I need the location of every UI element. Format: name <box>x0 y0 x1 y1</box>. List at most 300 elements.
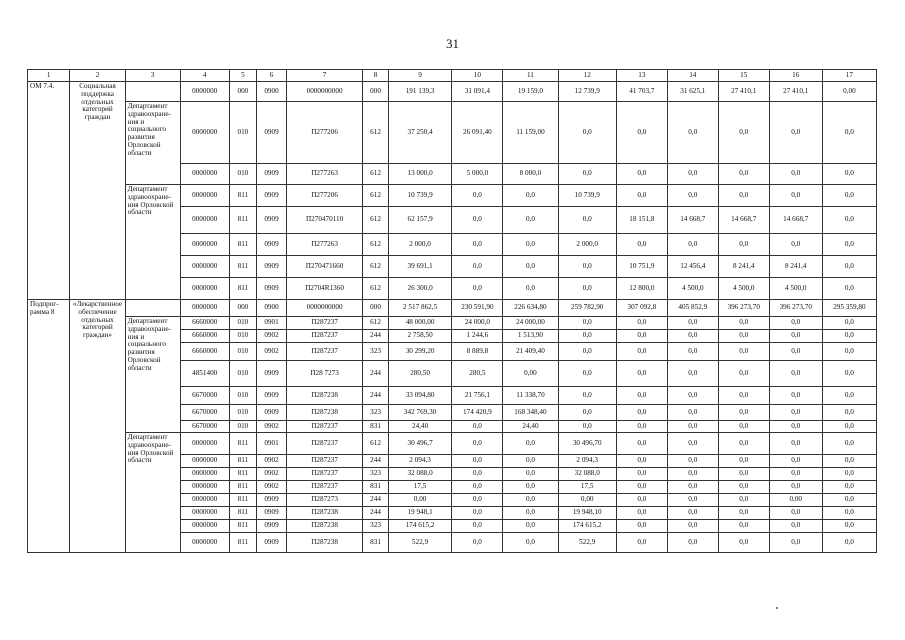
data-cell-col-8: 323 <box>363 405 388 421</box>
data-cell-col-11: 0,0 <box>503 494 558 507</box>
data-cell-col-13: 0,0 <box>616 455 667 468</box>
data-cell-col-12: 0,0 <box>558 317 616 330</box>
data-cell-col-7: П2704R1360 <box>286 278 362 300</box>
data-cell-col-15: 0,0 <box>718 520 769 533</box>
data-cell-col-7: 0000000000 <box>286 82 362 102</box>
data-cell-col-7: П287238 <box>286 520 362 533</box>
data-cell-col-14: 0,0 <box>667 468 718 481</box>
data-cell-col-4: 0000000 <box>180 507 229 520</box>
data-cell-col-6: 0909 <box>257 361 287 387</box>
data-cell-col-8: 612 <box>363 102 388 164</box>
data-cell-col-13: 0,0 <box>616 405 667 421</box>
data-cell-col-4: 4851400 <box>180 361 229 387</box>
data-cell-col-16: 0,0 <box>769 405 822 421</box>
data-cell-col-14: 405 852,9 <box>667 300 718 317</box>
data-cell-col-16: 0,0 <box>769 343 822 361</box>
data-cell-col-4: 0000000 <box>180 300 229 317</box>
data-cell-col-13: 0,0 <box>616 185 667 207</box>
program-code-cell <box>28 82 70 300</box>
data-cell-col-8: 612 <box>363 256 388 278</box>
data-cell-col-17: 0,0 <box>822 361 876 387</box>
data-cell-col-16: 0,0 <box>769 433 822 455</box>
data-cell-col-11: 0,0 <box>503 185 558 207</box>
table-row <box>28 433 877 455</box>
data-cell-col-9: 39 691,1 <box>388 256 452 278</box>
data-cell-col-6: 0902 <box>257 481 287 494</box>
data-cell-col-7: П277263 <box>286 164 362 185</box>
executor-cell-line: здравоохране- <box>127 109 171 118</box>
data-cell-col-13: 0,0 <box>616 343 667 361</box>
program-name-cell-line: обеспечение <box>78 307 117 316</box>
data-cell-col-5: 811 <box>229 207 257 234</box>
data-cell-col-6: 0909 <box>257 234 287 256</box>
data-cell-col-10: 0,0 <box>452 507 503 520</box>
data-cell-col-4: 0000000 <box>180 256 229 278</box>
data-cell-col-6: 0909 <box>257 102 287 164</box>
executor-cell-line: социального <box>127 340 167 349</box>
data-cell-col-8: 612 <box>363 433 388 455</box>
data-cell-col-12: 12 739,9 <box>558 82 616 102</box>
data-cell-col-17: 0,0 <box>822 185 876 207</box>
data-cell-col-13: 0,0 <box>616 317 667 330</box>
program-name-cell-line: категорий <box>82 105 113 114</box>
data-cell-col-13: 0,0 <box>616 507 667 520</box>
data-cell-col-8: 612 <box>363 207 388 234</box>
data-cell-col-4: 6660000 <box>180 343 229 361</box>
data-cell-col-16: 0,0 <box>769 387 822 405</box>
data-cell-col-5: 010 <box>229 164 257 185</box>
data-cell-col-12: 17,5 <box>558 481 616 494</box>
data-cell-col-16: 0,0 <box>769 533 822 553</box>
data-cell-col-14: 0,0 <box>667 405 718 421</box>
data-cell-col-15: 0,0 <box>718 507 769 520</box>
data-cell-col-13: 12 800,0 <box>616 278 667 300</box>
executor-cell-line: здравоохране- <box>127 192 171 201</box>
data-cell-col-9: 13 000,0 <box>388 164 452 185</box>
data-cell-col-13: 18 151,8 <box>616 207 667 234</box>
executor-cell <box>125 317 180 433</box>
data-cell-col-7: П28 7273 <box>286 361 362 387</box>
column-header-11: 11 <box>503 70 558 82</box>
data-cell-col-15: 0,0 <box>718 361 769 387</box>
data-cell-col-15: 0,0 <box>718 405 769 421</box>
budget-table <box>27 69 877 553</box>
data-cell-col-15: 8 241,4 <box>718 256 769 278</box>
data-cell-col-13: 0,0 <box>616 494 667 507</box>
executor-cell-line: Департамент <box>127 102 168 110</box>
program-name-cell-line: Социальная <box>79 82 116 90</box>
executor-cell-line: развития <box>127 133 155 142</box>
data-cell-col-10: 21 756,1 <box>452 387 503 405</box>
header-row <box>28 70 877 82</box>
data-cell-col-4: 0000000 <box>180 164 229 185</box>
data-cell-col-15: 0,0 <box>718 185 769 207</box>
data-cell-col-17: 295 359,80 <box>822 300 876 317</box>
data-cell-col-10: 0,0 <box>452 185 503 207</box>
data-cell-col-7: П277263 <box>286 234 362 256</box>
column-header-1: 1 <box>28 70 70 82</box>
data-cell-col-9: 30 496,7 <box>388 433 452 455</box>
data-cell-col-4: 0000000 <box>180 520 229 533</box>
data-cell-col-11: 0,0 <box>503 234 558 256</box>
data-cell-col-6: 0902 <box>257 343 287 361</box>
data-cell-col-11: 0,0 <box>503 256 558 278</box>
data-cell-col-15: 4 500,0 <box>718 278 769 300</box>
column-header-14: 14 <box>667 70 718 82</box>
data-cell-col-12: 0,0 <box>558 421 616 433</box>
data-cell-col-7: П287237 <box>286 481 362 494</box>
data-cell-col-5: 010 <box>229 343 257 361</box>
data-cell-col-6: 0909 <box>257 185 287 207</box>
data-cell-col-4: 0000000 <box>180 185 229 207</box>
data-cell-col-11: 168 348,40 <box>503 405 558 421</box>
data-cell-col-10: 0,0 <box>452 494 503 507</box>
data-cell-col-8: 831 <box>363 421 388 433</box>
data-cell-col-15: 14 668,7 <box>718 207 769 234</box>
data-cell-col-17: 0,0 <box>822 520 876 533</box>
data-cell-col-4: 0000000 <box>180 278 229 300</box>
data-cell-col-11: 0,0 <box>503 468 558 481</box>
data-cell-col-16: 0,0 <box>769 468 822 481</box>
data-cell-col-11: 0,0 <box>503 481 558 494</box>
data-cell-col-12: 32 088,0 <box>558 468 616 481</box>
data-cell-col-4: 0000000 <box>180 102 229 164</box>
data-cell-col-10: 0,0 <box>452 421 503 433</box>
column-header-10: 10 <box>452 70 503 82</box>
data-cell-col-12: 522,9 <box>558 533 616 553</box>
data-cell-col-5: 811 <box>229 520 257 533</box>
data-cell-col-9: 62 157,9 <box>388 207 452 234</box>
data-cell-col-14: 0,0 <box>667 185 718 207</box>
data-cell-col-15: 0,0 <box>718 164 769 185</box>
data-cell-col-16: 0,0 <box>769 481 822 494</box>
data-cell-col-6: 0909 <box>257 494 287 507</box>
data-cell-col-6: 0909 <box>257 278 287 300</box>
column-header-16: 16 <box>769 70 822 82</box>
data-cell-col-12: 0,0 <box>558 330 616 343</box>
data-cell-col-10: 0,0 <box>452 481 503 494</box>
data-cell-col-11: 11 338,70 <box>503 387 558 405</box>
program-name-cell-line: поддержка <box>81 89 114 98</box>
data-cell-col-12: 0,0 <box>558 361 616 387</box>
executor-cell-line: Департамент <box>127 317 168 325</box>
data-cell-col-17: 0,0 <box>822 533 876 553</box>
data-cell-col-13: 0,0 <box>616 468 667 481</box>
data-cell-col-4: 0000000 <box>180 82 229 102</box>
data-cell-col-11: 0,0 <box>503 207 558 234</box>
executor-cell-line: ния Орловской <box>127 200 174 209</box>
executor-cell-line: ния Орловской <box>127 448 174 457</box>
data-cell-col-7: П287237 <box>286 421 362 433</box>
data-cell-col-8: 323 <box>363 468 388 481</box>
data-cell-col-5: 811 <box>229 468 257 481</box>
data-cell-col-9: 342 769,30 <box>388 405 452 421</box>
data-cell-col-9: 10 739,9 <box>388 185 452 207</box>
data-cell-col-6: 0902 <box>257 330 287 343</box>
data-cell-col-10: 5 000,0 <box>452 164 503 185</box>
data-cell-col-13: 0,0 <box>616 533 667 553</box>
table-row <box>28 82 877 102</box>
program-name-cell <box>70 82 125 300</box>
data-cell-col-11: 0,0 <box>503 507 558 520</box>
data-cell-col-11: 0,0 <box>503 433 558 455</box>
data-cell-col-8: 831 <box>363 481 388 494</box>
data-cell-col-11: 0,0 <box>503 533 558 553</box>
data-cell-col-15: 0,0 <box>718 481 769 494</box>
data-cell-col-10: 230 591,90 <box>452 300 503 317</box>
data-cell-col-13: 0,0 <box>616 330 667 343</box>
executor-cell <box>125 300 180 317</box>
data-cell-col-10: 0,0 <box>452 256 503 278</box>
table-row <box>28 300 877 317</box>
data-cell-col-10: 24 000,0 <box>452 317 503 330</box>
data-cell-col-12: 19 948,10 <box>558 507 616 520</box>
data-cell-col-9: 32 088,0 <box>388 468 452 481</box>
data-cell-col-8: 323 <box>363 343 388 361</box>
data-cell-col-15: 0,0 <box>718 494 769 507</box>
data-cell-col-7: П287237 <box>286 433 362 455</box>
data-cell-col-12: 0,0 <box>558 207 616 234</box>
data-cell-col-16: 0,0 <box>769 317 822 330</box>
data-cell-col-8: 000 <box>363 300 388 317</box>
data-cell-col-7: 0000000000 <box>286 300 362 317</box>
data-cell-col-12: 0,0 <box>558 102 616 164</box>
data-cell-col-6: 0909 <box>257 507 287 520</box>
data-cell-col-5: 811 <box>229 455 257 468</box>
program-name-cell-line: категорий <box>82 323 113 332</box>
data-cell-col-7: П270470110 <box>286 207 362 234</box>
data-cell-col-8: 612 <box>363 185 388 207</box>
data-cell-col-12: 0,0 <box>558 256 616 278</box>
executor-cell-line: здравоохране- <box>127 324 171 333</box>
data-cell-col-9: 2 000,0 <box>388 234 452 256</box>
data-cell-col-15: 0,0 <box>718 468 769 481</box>
data-cell-col-16: 0,0 <box>769 234 822 256</box>
data-cell-col-16: 0,0 <box>769 164 822 185</box>
column-header-13: 13 <box>616 70 667 82</box>
data-cell-col-4: 0000000 <box>180 533 229 553</box>
data-cell-col-13: 10 751,9 <box>616 256 667 278</box>
data-cell-col-14: 31 625,1 <box>667 82 718 102</box>
column-header-15: 15 <box>718 70 769 82</box>
data-cell-col-7: П287237 <box>286 455 362 468</box>
data-cell-col-8: 244 <box>363 507 388 520</box>
executor-cell-line: Департамент <box>127 433 168 441</box>
data-cell-col-15: 0,0 <box>718 343 769 361</box>
data-cell-col-10: 1 244,6 <box>452 330 503 343</box>
program-name-cell-line: граждан» <box>83 331 113 340</box>
column-header-7: 7 <box>286 70 362 82</box>
data-cell-col-15: 0,0 <box>718 317 769 330</box>
data-cell-col-14: 0,0 <box>667 343 718 361</box>
column-header-8: 8 <box>363 70 388 82</box>
data-cell-col-8: 244 <box>363 455 388 468</box>
data-cell-col-6: 0902 <box>257 455 287 468</box>
data-cell-col-8: 612 <box>363 278 388 300</box>
data-cell-col-9: 17,5 <box>388 481 452 494</box>
data-cell-col-12: 0,0 <box>558 343 616 361</box>
data-cell-col-14: 0,0 <box>667 481 718 494</box>
data-cell-col-16: 0,0 <box>769 507 822 520</box>
data-cell-col-6: 0909 <box>257 533 287 553</box>
data-cell-col-10: 0,0 <box>452 468 503 481</box>
data-cell-col-7: П287238 <box>286 533 362 553</box>
data-cell-col-5: 811 <box>229 481 257 494</box>
data-cell-col-17: 0,0 <box>822 343 876 361</box>
table-row <box>28 102 877 164</box>
data-cell-col-7: П287238 <box>286 507 362 520</box>
data-cell-col-15: 0,0 <box>718 102 769 164</box>
data-cell-col-5: 000 <box>229 82 257 102</box>
data-cell-col-17: 0,0 <box>822 433 876 455</box>
data-cell-col-7: П277206 <box>286 102 362 164</box>
data-cell-col-12: 0,0 <box>558 278 616 300</box>
data-cell-col-5: 010 <box>229 421 257 433</box>
data-cell-col-16: 0,0 <box>769 520 822 533</box>
data-cell-col-7: П287237 <box>286 468 362 481</box>
data-cell-col-11: 11 159,00 <box>503 102 558 164</box>
data-cell-col-15: 0,0 <box>718 433 769 455</box>
data-cell-col-6: 0909 <box>257 405 287 421</box>
data-cell-col-9: 26 300,0 <box>388 278 452 300</box>
data-cell-col-16: 27 410,1 <box>769 82 822 102</box>
data-cell-col-6: 0901 <box>257 433 287 455</box>
data-cell-col-11: 24,40 <box>503 421 558 433</box>
data-cell-col-9: 37 250,4 <box>388 102 452 164</box>
data-cell-col-14: 0,0 <box>667 102 718 164</box>
data-cell-col-16: 0,0 <box>769 361 822 387</box>
column-header-4: 4 <box>180 70 229 82</box>
data-cell-col-4: 0000000 <box>180 433 229 455</box>
data-cell-col-8: 831 <box>363 533 388 553</box>
data-cell-col-11: 0,0 <box>503 278 558 300</box>
page-number: 31 <box>446 36 459 51</box>
data-cell-col-11: 8 000,0 <box>503 164 558 185</box>
data-cell-col-13: 0,0 <box>616 481 667 494</box>
data-cell-col-5: 811 <box>229 494 257 507</box>
data-cell-col-16: 0,0 <box>769 330 822 343</box>
data-cell-col-7: П287273 <box>286 494 362 507</box>
data-cell-col-5: 811 <box>229 507 257 520</box>
data-cell-col-14: 0,0 <box>667 433 718 455</box>
table-row <box>28 185 877 207</box>
data-cell-col-6: 0909 <box>257 387 287 405</box>
data-cell-col-14: 0,0 <box>667 234 718 256</box>
data-cell-col-5: 010 <box>229 102 257 164</box>
executor-cell-line: области <box>127 456 152 465</box>
data-cell-col-9: 24,40 <box>388 421 452 433</box>
data-cell-col-17: 0,0 <box>822 207 876 234</box>
program-name-cell-line: отдельных <box>81 97 114 106</box>
data-cell-col-6: 0900 <box>257 300 287 317</box>
data-cell-col-4: 0000000 <box>180 455 229 468</box>
data-cell-col-13: 0,0 <box>616 234 667 256</box>
data-cell-col-15: 27 410,1 <box>718 82 769 102</box>
data-cell-col-8: 244 <box>363 387 388 405</box>
data-cell-col-11: 0,0 <box>503 520 558 533</box>
data-cell-col-5: 010 <box>229 317 257 330</box>
data-cell-col-5: 811 <box>229 278 257 300</box>
data-cell-col-8: 612 <box>363 317 388 330</box>
data-cell-col-17: 0,0 <box>822 494 876 507</box>
data-cell-col-6: 0909 <box>257 164 287 185</box>
data-cell-col-5: 000 <box>229 300 257 317</box>
data-cell-col-5: 010 <box>229 387 257 405</box>
executor-cell-line: ния и <box>127 117 145 126</box>
data-cell-col-15: 0,0 <box>718 533 769 553</box>
data-cell-col-16: 0,0 <box>769 455 822 468</box>
data-cell-col-11: 1 513,90 <box>503 330 558 343</box>
data-cell-col-17: 0,0 <box>822 317 876 330</box>
data-cell-col-5: 010 <box>229 361 257 387</box>
data-cell-col-6: 0901 <box>257 317 287 330</box>
executor-cell-line: развития <box>127 348 155 357</box>
data-cell-col-5: 811 <box>229 185 257 207</box>
data-cell-col-10: 174 420,9 <box>452 405 503 421</box>
data-cell-col-15: 396 273,70 <box>718 300 769 317</box>
data-cell-col-7: П270471660 <box>286 256 362 278</box>
data-cell-col-10: 0,0 <box>452 278 503 300</box>
data-cell-col-16: 0,0 <box>769 421 822 433</box>
data-cell-col-15: 0,0 <box>718 455 769 468</box>
data-cell-col-4: 0000000 <box>180 207 229 234</box>
column-header-12: 12 <box>558 70 616 82</box>
data-cell-col-14: 0,0 <box>667 421 718 433</box>
column-header-17: 17 <box>822 70 876 82</box>
data-cell-col-14: 0,0 <box>667 317 718 330</box>
data-cell-col-6: 0902 <box>257 421 287 433</box>
column-header-5: 5 <box>229 70 257 82</box>
data-cell-col-17: 0,0 <box>822 455 876 468</box>
executor-cell <box>125 433 180 553</box>
data-cell-col-7: П287237 <box>286 317 362 330</box>
data-cell-col-15: 0,0 <box>718 330 769 343</box>
data-cell-col-12: 0,0 <box>558 405 616 421</box>
data-cell-col-16: 0,0 <box>769 102 822 164</box>
data-cell-col-10: 8 889,8 <box>452 343 503 361</box>
data-cell-col-10: 0,0 <box>452 207 503 234</box>
data-cell-col-8: 244 <box>363 361 388 387</box>
executor-cell-line: Орловской <box>127 355 161 364</box>
data-cell-col-9: 2 517 862,5 <box>388 300 452 317</box>
data-cell-col-14: 12 456,4 <box>667 256 718 278</box>
data-cell-col-4: 0000000 <box>180 468 229 481</box>
data-cell-col-12: 10 739,9 <box>558 185 616 207</box>
data-cell-col-12: 2 094,3 <box>558 455 616 468</box>
data-cell-col-5: 010 <box>229 405 257 421</box>
column-header-3: 3 <box>125 70 180 82</box>
data-cell-col-13: 41 703,7 <box>616 82 667 102</box>
data-cell-col-6: 0909 <box>257 256 287 278</box>
data-cell-col-4: 0000000 <box>180 234 229 256</box>
data-cell-col-9: 522,9 <box>388 533 452 553</box>
data-cell-col-9: 280,50 <box>388 361 452 387</box>
data-cell-col-13: 0,0 <box>616 433 667 455</box>
program-name-cell <box>70 300 125 553</box>
executor-cell-line: здравоохране- <box>127 440 171 449</box>
data-cell-col-13: 0,0 <box>616 421 667 433</box>
scan-mark <box>776 607 778 609</box>
data-cell-col-9: 48 000,00 <box>388 317 452 330</box>
data-cell-col-6: 0902 <box>257 468 287 481</box>
data-cell-col-6: 0909 <box>257 207 287 234</box>
data-cell-col-14: 0,0 <box>667 533 718 553</box>
data-cell-col-14: 0,0 <box>667 455 718 468</box>
program-code-cell-line: Подпрог- <box>30 300 59 308</box>
data-cell-col-17: 0,0 <box>822 234 876 256</box>
data-cell-col-13: 0,0 <box>616 102 667 164</box>
data-cell-col-5: 010 <box>229 330 257 343</box>
